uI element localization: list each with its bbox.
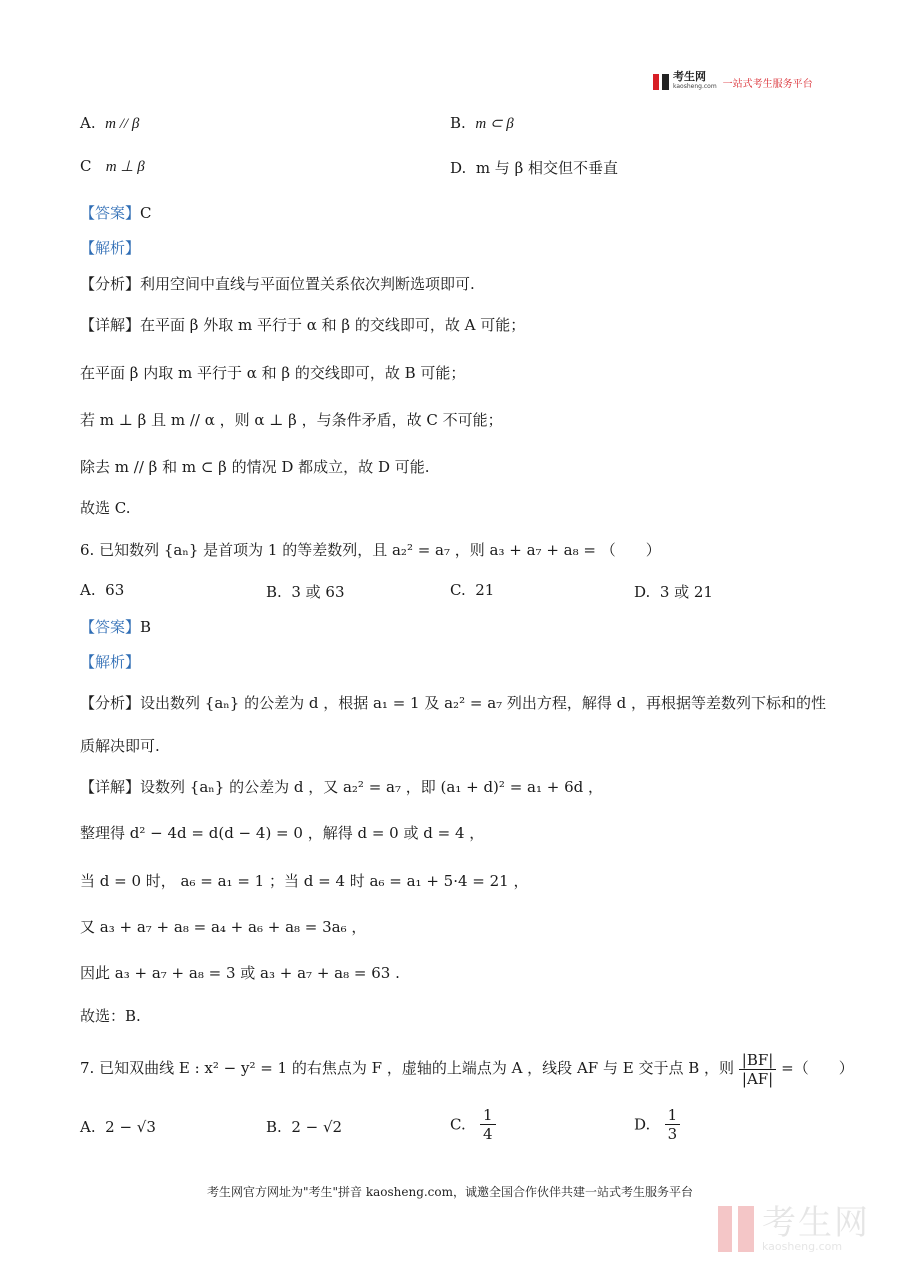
q6-option-a: A. 63 [80,581,125,599]
header-logo [652,72,813,92]
q6-xiangjie-line3: 当 d = 0 时， a₆ = a₁ = 1 ；当 d = 4 时 a₆ = a₁ + 5·4 = 21 ， [80,872,529,890]
page-footer: 考生网官方网址为"考生"拼音 kaosheng.com，诚邀全国合作伙伴共建一站式考生服务平台 [206,1185,694,1199]
q6-option-c: C. 21 [450,581,495,599]
q7-option-b: B. 2 − √2 [266,1118,343,1136]
q6-fenxi-line1: 【分析】设出数列 {aₙ} 的公差为 d ，根据 a₁ = 1 及 a₂² = a₇ 列出方程，解得 d ，再根据等差数列下标和的性 [80,694,827,712]
header-slogan: 一站式考生服务平台 [722,78,813,90]
q5-option-a: A. m // β [80,114,140,132]
q5-option-c: C m ⊥ β [80,157,145,175]
q7-option-d: D. $\frac{1}{3}$ [634,1106,680,1143]
q6-answer: 【答案】B [80,618,152,636]
q5-answer: 【答案】C [80,204,152,222]
q7-stem: 7. 已知双曲线 E : x² − y² = 1 的右焦点为 F ，虚轴的上端点为 A ，线段 AF 与 E 交于点 B ，则 $\frac{|BF|}{|AF|}$ =（ ） [80,1050,854,1088]
q6-option-b: B. 3 或 63 [266,583,345,601]
logo-cn: 考生网 [673,70,706,83]
q5-conclusion: 故选 C. [80,499,131,517]
q6-xiangjie-line5: 因此 a₃ + a₇ + a₈ = 3 或 a₃ + a₇ + a₈ = 63 . [80,964,400,982]
q6-xiangjie-line4: 又 a₃ + a₇ + a₈ = a₄ + a₆ + a₈ = 3a₆ ， [80,918,367,936]
q6-xiangjie-line1: 【详解】设数列 {aₙ} 的公差为 d ，又 a₂² = a₇ ，即 (a₁ + d)² = a₁ + 6d ， [80,778,604,796]
q7-option-a: A. 2 − √3 [80,1118,156,1136]
logo-en: kaosheng.com [673,83,717,90]
kaosheng-watermark-icon [718,1206,756,1252]
q6-fenxi-line2: 质解决即可. [80,737,160,755]
kaosheng-logo-icon [652,73,670,91]
q6-option-d: D. 3 或 21 [634,583,713,601]
q5-option-b: B. m ⊂ β [450,114,514,132]
watermark: 考生网 kaosheng.com [718,1205,870,1253]
q5-option-d: D. m 与 β 相交但不垂直 [450,159,619,177]
q6-analysis-tag: 【解析】 [80,653,141,671]
q5-analysis-tag: 【解析】 [80,239,141,257]
q7-ratio-fraction: $\frac{|BF|}{|AF|}$ [739,1051,777,1088]
q6-xiangjie-line2: 整理得 d² − 4d = d(d − 4) = 0 ，解得 d = 0 或 d = 4 ， [80,824,485,842]
q7-option-c-fraction: $\frac{1}{4}$ [480,1106,496,1143]
q7-option-d-fraction: $\frac{1}{3}$ [665,1106,681,1143]
q6-conclusion: 故选：B. [80,1007,141,1025]
q5-xiangjie-line4: 除去 m // β 和 m ⊂ β 的情况 D 都成立，故 D 可能. [80,458,430,476]
q5-xiangjie-line1: 【详解】在平面 β 外取 m 平行于 α 和 β 的交线即可，故 A 可能； [80,316,526,334]
q5-fenxi: 【分析】利用空间中直线与平面位置关系依次判断选项即可. [80,275,475,293]
q6-stem: 6. 已知数列 {aₙ} 是首项为 1 的等差数列，且 a₂² = a₇ ，则 a₃ + a₇ + a₈ = （ ） [80,541,661,559]
q7-option-c: C. $\frac{1}{4}$ [450,1106,496,1143]
q5-xiangjie-line3: 若 m ⊥ β 且 m // α ，则 α ⊥ β ，与条件矛盾，故 C 不可能； [80,411,503,429]
q5-xiangjie-line2: 在平面 β 内取 m 平行于 α 和 β 的交线即可，故 B 可能； [80,364,466,382]
